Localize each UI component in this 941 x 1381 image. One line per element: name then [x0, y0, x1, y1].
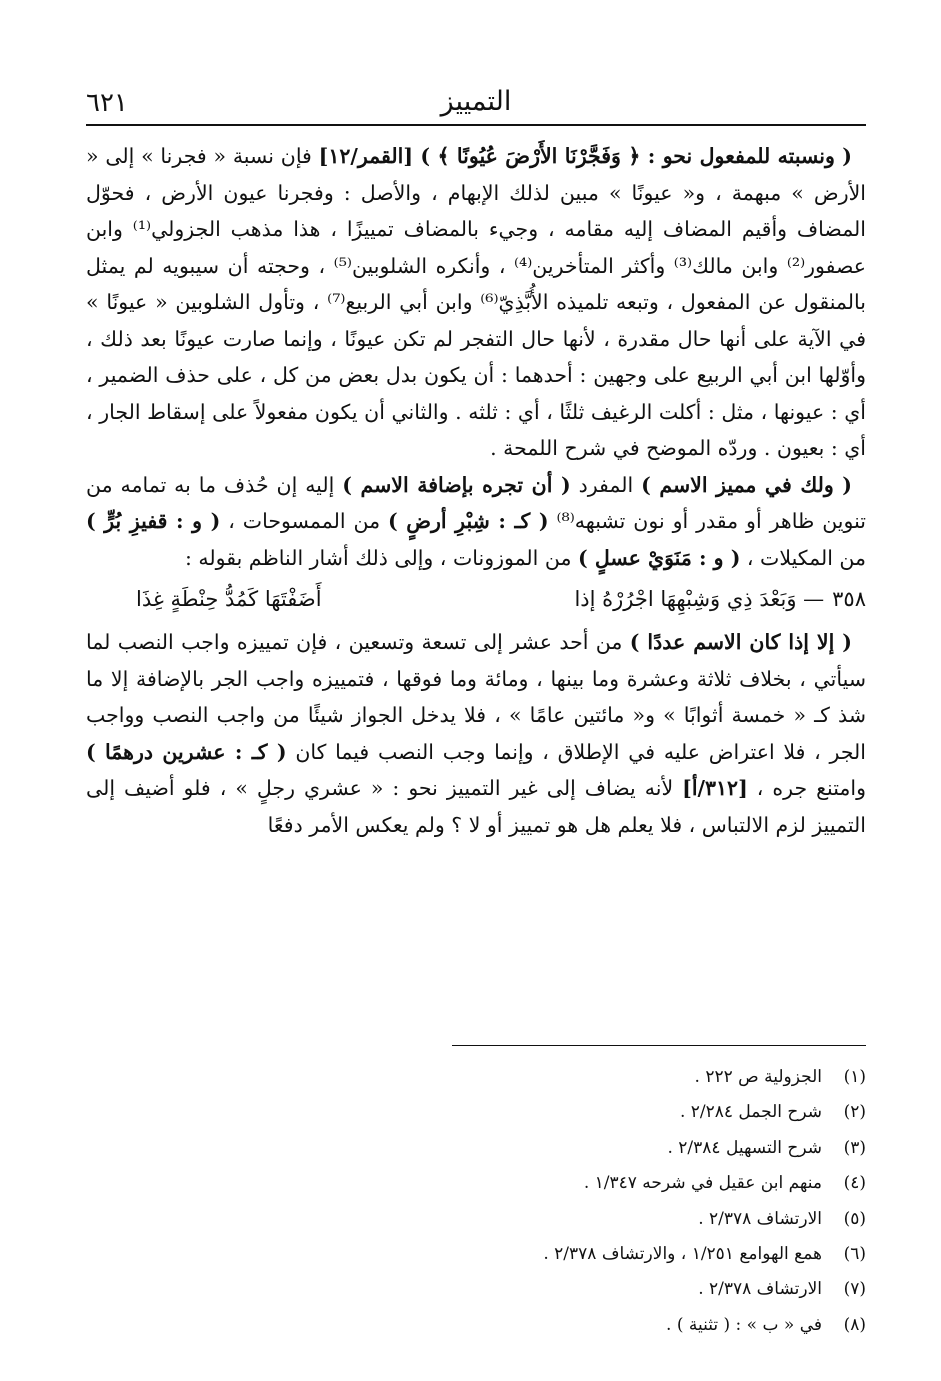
- text-segment: فإن نسبة « فجرنا » إلى « الأرض » مبهمة ، و« عيونًا » مبين لذلك الإبهام ، والأصل : وفجرنا عيون الأرض ، فحوّل المضاف وأقيم المضاف إليه مقامه ، وجيء بالمضاف تمييزًا ، هذا مذهب الجزولي⁽¹⁾ وابن عصفور⁽²⁾ وابن مالك⁽³⁾ وأكثر المتأخرين⁽⁴⁾ ، وأنكره الشلوبين⁽⁵⁾ ، وحجته أن سيبويه لم يمثل بالمنقول عن المفعول ، وتبعه تلميذه الأُبَّذِيّ⁽⁶⁾ وابن أبي الربيع⁽⁷⁾ ، وتأول الشلوبين « عيونًا » في الآية على أنها حال مقدرة ، لأنها حال التفجر لم تكن عيونًا ، وإنما صارت عيونًا بعد ذلك ، وأوّلها ابن أبي الربيع على وجهين : أحدهما : أن يكون بدل بعض من كل ، على حذف الضمير ، أي : عيونها ، مثل : أكلت الرغيف ثلثًا ، أي : ثلثه . والثاني أن يكون مفعولاً على إسقاط الجار ، أي : بعيون . وردّه الموضح في شرح اللمحة .: [86, 144, 866, 460]
- poetry-verse: [86, 580, 866, 618]
- footnote-text: همع الهوامع ١/٢٥١ ، والارتشاف ٢/٣٧٨ .: [543, 1244, 822, 1265]
- footnote: [86, 1272, 866, 1307]
- text-segment: من المكيلات ،: [740, 545, 866, 570]
- text-segment: من أحد عشر إلى تسعة وتسعين ، فإن تمييزه واجب النصب لما سيأتي ، بخلاف ثلاثة وعشرة وما بينها ، ومائة وما فوقها ، فتمييزه واجب الجر بالإضافة إلا ما شذ كـ « خمسة أثوابًا » و« مائتين عامًا » ، فلا يدخل الجواز شيئًا من واجب النصب وواجب الجر ، فلا اعتراض عليه في الإطلاق ، وإنما وجب النصب فيما كان: [86, 630, 866, 764]
- bold-segment: ( كـ : شِبْرِ أرضٍ ): [387, 509, 549, 533]
- footnote: [86, 1060, 866, 1095]
- bold-segment: ( إلا إذا كان الاسم عددًا ): [629, 630, 852, 654]
- footnote: [86, 1308, 866, 1343]
- footnote: [86, 1095, 866, 1130]
- paragraph: [86, 467, 866, 577]
- footnote-text: الارتشاف ٢/٣٧٨ .: [698, 1208, 822, 1229]
- text-segment: وامتنع جره ،: [747, 776, 866, 800]
- text-segment: من الممسوحات ،: [220, 509, 388, 533]
- verse-second-hemistich: أَضَفْتَهَا كَمُدُّ حِنْطَةٍ غِذَا: [136, 587, 322, 611]
- verse-number: ٣٥٨: [832, 587, 866, 611]
- text-segment: لأنه يضاف إلى غير التمييز نحو : « عشري رجلٍ » ، فلو أضيف إلى التمييز لزم الالتباس ، فلا يعلم هل هو تمييز أو لا ؟ ولم يعكس الأمر دفعًا: [86, 776, 866, 837]
- footnotes: [86, 1060, 866, 1343]
- text-segment: المفرد: [570, 472, 642, 497]
- footnote-text: في « ب » : ( تثنية ) .: [666, 1314, 822, 1335]
- footnote: [86, 1202, 866, 1237]
- footnote-number: (٣): [843, 1137, 866, 1158]
- text-segment: إليه إن حُذف ما به تمامه من تنوين ظاهر أو مقدر أو نون تشبهه⁽⁸⁾: [86, 472, 866, 533]
- footnote-text: الارتشاف ٢/٣٧٨ .: [698, 1279, 822, 1300]
- main-text: [86, 138, 866, 843]
- footnote-number: (٥): [843, 1208, 866, 1229]
- page: [86, 0, 866, 1381]
- footnote-text: شرح الجمل ٢/٢٨٤ .: [679, 1102, 822, 1123]
- folio-marker: [٣١٢/أ]: [682, 776, 748, 800]
- verse-text: وَبَعْدَ ذِي وَشِبْهِهَا اجْرُرْهُ إذا: [574, 587, 797, 611]
- paragraph: [86, 624, 866, 843]
- footnote-number: (١): [843, 1067, 866, 1087]
- footnote-text: منهم ابن عقيل في شرحه ١/٣٤٧ .: [583, 1173, 822, 1194]
- chapter-title: التمييز: [440, 86, 512, 117]
- footnote-text: شرح التسهيل ٢/٣٨٤ .: [667, 1137, 822, 1158]
- bold-segment: ( و : مَنَوَيْ عسلٍ ): [578, 545, 741, 570]
- footnote-number: (٧): [843, 1279, 866, 1300]
- verse-first-hemistich: ٣٥٨— وَبَعْدَ ذِي وَشِبْهِهَا اجْرُرْهُ إذا: [574, 587, 866, 611]
- page-number: ٦٢١: [86, 88, 128, 118]
- running-header: [86, 86, 866, 126]
- footnote-text: الجزولية ص ٢٢٢ .: [694, 1067, 822, 1087]
- footnote-number: (٦): [843, 1244, 866, 1265]
- footnote: [86, 1237, 866, 1272]
- footnote: [86, 1166, 866, 1201]
- bold-segment: ( و : قفيزِ بُرٍّ ): [86, 509, 221, 533]
- text-segment: من الموزونات ، وإلى ذلك أشار الناظم بقوله :: [184, 545, 578, 570]
- bold-segment: ( ونسبته للمفعول نحو : ﴿ وَفَجَّرْنَا الأَرْضَ عُيُونًا ﴾ ) [القمر/١٢]: [318, 144, 852, 168]
- bold-segment: ( كـ : عشرين درهمًا ): [86, 739, 287, 764]
- footnote-number: (٤): [843, 1173, 866, 1194]
- footnote-number: (٢): [843, 1102, 866, 1123]
- bold-segment: ( ولك في مميز الاسم ): [641, 472, 853, 497]
- paragraph: [86, 138, 866, 467]
- footnote: [86, 1131, 866, 1166]
- footnote-number: (٨): [843, 1314, 866, 1335]
- bold-segment: ( أن تجره بإضافة الاسم ): [342, 472, 571, 497]
